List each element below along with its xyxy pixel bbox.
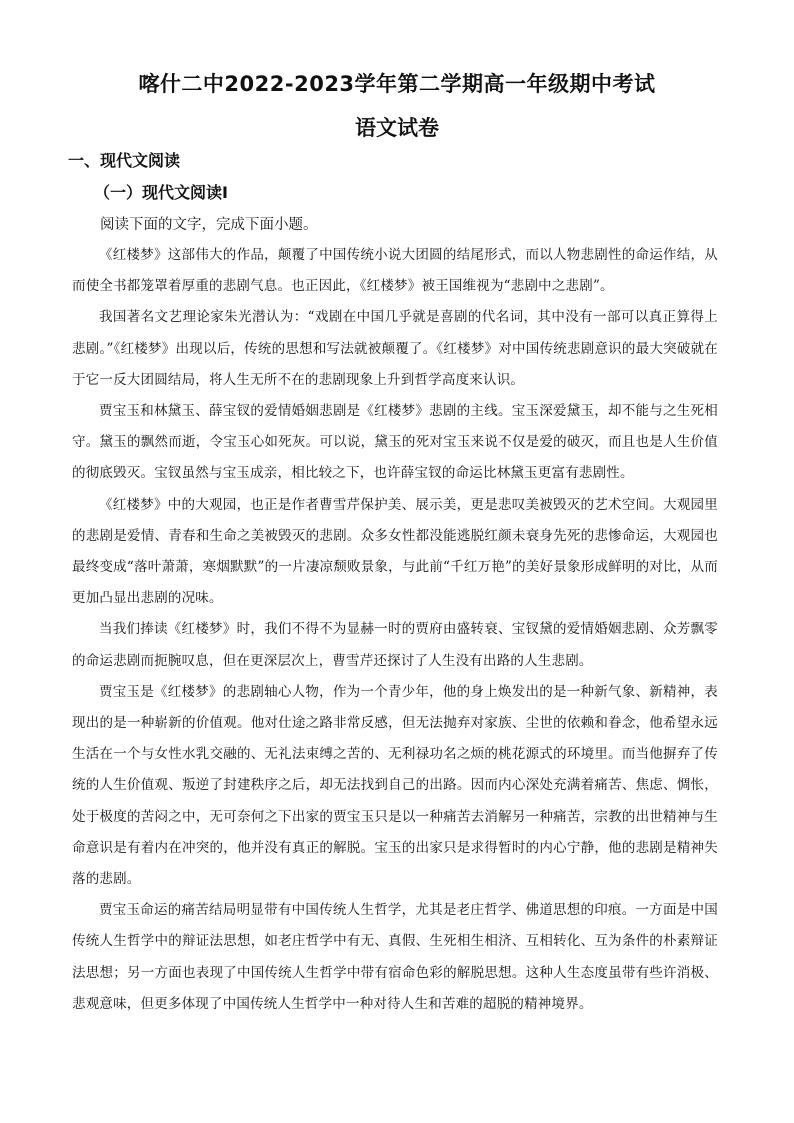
passage-paragraph-5: 当我们捧读《红楼梦》时，我们不得不为显赫一时的贾府由盛转衰、宝钗黛的爱情婚姻悲剧、众芳飘零的命运悲剧而扼腕叹息，但在更深层次上，曹雪芹还探讨了人生没有出路的人生悲剧。	[72, 621, 718, 669]
passage-paragraph-6: 贾宝玉是《红楼梦》的悲剧轴心人物，作为一个青少年，他的身上焕发出的是一种新气象、新精神，表现出的是一种崭新的价值观。他对仕途之路非常反感，但无法抛弃对家族、尘世的依赖和眷念，他希望永远生活在一个与女性水乳交融的、无礼法束缚之苦的、无利禄功名之烦的桃花源式的环境里。而当他摒弃了传统的人生价值观、叛逆了封建秩序之后，却无法找到自己的出路。因而内心深处充满着痛苦、焦虑、惆怅，处于极度的苦闷之中，无可奈何之下出家的贾宝玉只是以一种痛苦去消解另一种痛苦，宗教的出世精神与生命意识是有着内在冲突的，他并没有真正的解脱。宝玉的出家只是求得暂时的内心宁静，他的悲剧是精神失落的悲剧。	[72, 683, 718, 888]
passage-paragraph-3: 贾宝玉和林黛玉、薛宝钗的爱情婚姻悲剧是《红楼梦》悲剧的主线。宝玉深爱黛玉，却不能与之生死相守。黛玉的飘然而逝，令宝玉心如死灰。可以说，黛玉的死对宝玉来说不仅是爱的破灭，而且也是人生价值的彻底毁灭。宝钗虽然与宝玉成亲，相比较之下，也许薛宝钗的命运比林黛玉更富有悲剧性。	[72, 403, 718, 482]
reading-passage	[72, 240, 718, 1020]
reading-instruction: 阅读下面的文字，完成下面小题。	[100, 217, 318, 233]
exam-subtitle: 语文试卷	[355, 116, 439, 140]
section-heading: 一、现代文阅读	[68, 151, 181, 170]
passage-paragraph-2: 我国著名文艺理论家朱光潜认为：“戏剧在中国几乎就是喜剧的代名词，其中没有一部可以真正算得上悲剧。”《红楼梦》出现以后，传统的思想和写法就被颠覆了。《红楼梦》对中国传统悲剧意识的最大突破就在于它一反大团圆结局，将人生无所不在的悲剧现象上升到哲学高度来认识。	[72, 309, 718, 388]
exam-title: 喀什二中2022-2023学年第二学期高一年级期中考试	[138, 72, 656, 96]
passage-paragraph-1: 《红楼梦》这部伟大的作品，颠覆了中国传统小说大团圆的结尾形式，而以人物悲剧性的命运作结，从而使全书都笼罩着厚重的悲剧气息。也正因此，《红楼梦》被王国维视为“悲剧中之悲剧”。	[72, 247, 718, 295]
section-subheading: （一）现代文阅读Ⅰ	[94, 183, 228, 202]
passage-paragraph-4: 《红楼梦》中的大观园，也正是作者曹雪芹保护美、展示美，更是悲叹美被毁灭的艺术空间。大观园里的悲剧是爱情、青春和生命之美被毁灭的悲剧。众多女性都没能逃脱红颜未衰身先死的悲惨命运，大观园也最终变成“落叶萧萧，寒烟默默”的一片凄凉颓败景象，与此前“千红万艳”的美好景象形成鲜明的对比，从而更加凸显出悲剧的况味。	[72, 496, 718, 607]
passage-paragraph-7: 贾宝玉命运的痛苦结局明显带有中国传统人生哲学，尤其是老庄哲学、佛道思想的印痕。一方面是中国传统人生哲学中的辩证法思想，如老庄哲学中有无、真假、生死相生相济、互相转化、互为条件的朴素辩证法思想；另一方面也表现了中国传统人生哲学中带有宿命色彩的解脱思想。这种人生态度虽带有些许消极、悲观意味，但更多体现了中国传统人生哲学中一种对待人生和苦难的超脱的精神境界。	[72, 902, 718, 1012]
